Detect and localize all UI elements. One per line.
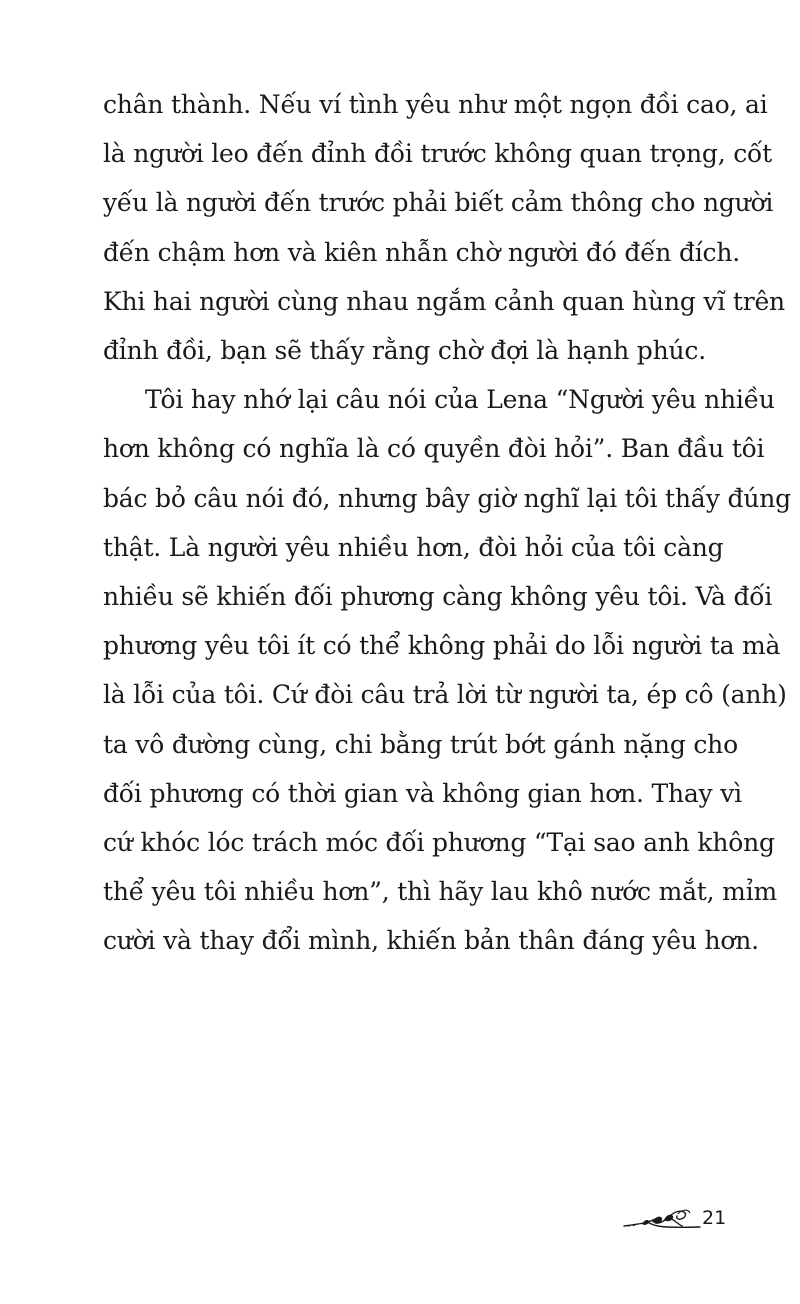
text-line: thật. Là người yêu nhiều hơn, đòi hỏi của tôi càng (103, 532, 724, 562)
text-line: yếu là người đến trước phải biết cảm thông cho người (103, 188, 774, 218)
text-line: hơn không có nghĩa là có quyền đòi hỏi”. Ban đầu tôi (103, 434, 765, 464)
paragraph-1 (103, 80, 785, 375)
floral-ornament-icon (622, 1206, 702, 1232)
text-line: đến chậm hơn và kiên nhẫn chờ người đó đến đích. (103, 237, 741, 267)
paragraph-2 (103, 375, 791, 965)
text-line: phương yêu tôi ít có thể không phải do lỗi người ta mà (103, 631, 781, 661)
text-line: đỉnh đồi, bạn sẽ thấy rằng chờ đợi là hạnh phúc. (103, 336, 706, 366)
text-line: cười và thay đổi mình, khiến bản thân đáng yêu hơn. (103, 926, 759, 956)
text-line: bác bỏ câu nói đó, nhưng bây giờ nghĩ lại tôi thấy đúng (103, 483, 791, 513)
text-line: cứ khóc lóc trách móc đối phương “Tại sao anh không (103, 828, 775, 858)
page-number: 21 (702, 1207, 727, 1229)
text-line: nhiều sẽ khiến đối phương càng không yêu tôi. Và đối (103, 582, 773, 612)
text-line: là lỗi của tôi. Cứ đòi câu trả lời từ người ta, ép cô (anh) (103, 680, 787, 710)
text-line: là người leo đến đỉnh đồi trước không quan trọng, cốt (103, 139, 772, 169)
page-footer (612, 1200, 732, 1240)
text-line: ta vô đường cùng, chi bằng trút bớt gánh nặng cho (103, 729, 738, 759)
text-line: thể yêu tôi nhiều hơn”, thì hãy lau khô nước mắt, mỉm (103, 877, 777, 907)
text-line: chân thành. Nếu ví tình yêu như một ngọn đồi cao, ai (103, 90, 768, 119)
text-line: Tôi hay nhớ lại câu nói của Lena “Người yêu nhiều (145, 385, 775, 415)
text-line: Khi hai người cùng nhau ngắm cảnh quan hùng vĩ trên (103, 286, 785, 316)
text-line: đối phương có thời gian và không gian hơn. Thay vì (103, 778, 742, 808)
body-text (103, 80, 791, 966)
